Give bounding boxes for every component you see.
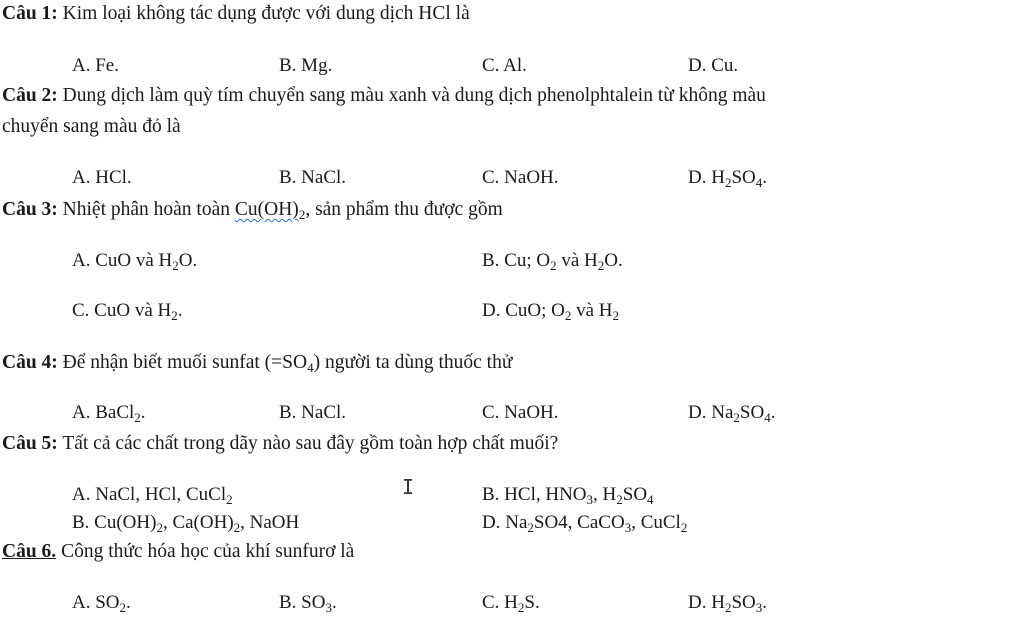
q6-option-c-part: S. xyxy=(524,592,540,613)
q3-option-d-sub: 2 xyxy=(612,308,620,323)
question-2 xyxy=(2,85,766,107)
q6-option-b-part: . xyxy=(331,592,337,613)
question-4-text: ) người ta dùng thuốc thử xyxy=(313,352,513,373)
q3-option-b-sub: 2 xyxy=(597,258,605,273)
question-3-label: Câu 3: xyxy=(2,199,58,220)
question-2-label: Câu 2: xyxy=(2,85,58,106)
q2-option-a: A. HCl. xyxy=(72,167,132,188)
q3-option-d xyxy=(482,300,619,322)
q5-option-d-part: SO4, CaCO xyxy=(533,512,625,533)
q6-option-d-sub: 2 xyxy=(724,600,732,615)
question-3-formula: Cu(OH) xyxy=(234,199,299,220)
question-3 xyxy=(2,199,503,221)
q5-option-d-sub: 2 xyxy=(680,520,688,535)
q1-option-d: D. Cu. xyxy=(688,55,739,76)
q6-option-a-part: . xyxy=(126,592,131,613)
q2-option-b: B. NaCl. xyxy=(279,167,347,188)
q5-option-b-part: , H xyxy=(593,484,617,505)
question-6 xyxy=(2,541,354,563)
q5-option-b xyxy=(482,484,654,506)
q4-option-c: C. NaOH. xyxy=(482,402,559,423)
q6-option-b-sub: 3 xyxy=(325,600,332,615)
q3-option-d-part: D. CuO; O xyxy=(482,300,565,321)
q3-option-b-part: B. Cu; O xyxy=(482,250,551,271)
q1-option-a: A. Fe. xyxy=(72,55,119,76)
q3-option-c-part: C. CuO và H xyxy=(72,300,172,321)
q4-option-d-part: . xyxy=(770,402,776,423)
q3-option-a xyxy=(72,250,197,272)
q3-option-c-sub: 2 xyxy=(171,308,178,323)
q6-option-c-part: C. H xyxy=(482,592,518,613)
q6-option-d-part: SO xyxy=(731,592,756,613)
q6-option-b xyxy=(279,592,337,614)
q5-option-d xyxy=(482,512,687,534)
q5-option-a-sub: 2 xyxy=(226,492,233,507)
question-3-formula-sub: 2 xyxy=(298,207,306,222)
q6-option-d-sub: 3 xyxy=(755,600,763,615)
q2-option-d-sub: 2 xyxy=(724,175,732,190)
q4-option-a xyxy=(72,402,146,424)
text-cursor-icon: I xyxy=(402,475,415,499)
question-1-text: Kim loại không tác dụng được với dung dịch HCl là xyxy=(57,3,470,24)
q3-option-a-part: A. CuO và H xyxy=(72,250,173,271)
question-4-text: Để nhận biết muối sunfat (=SO xyxy=(57,352,308,373)
q5-option-b-sub: 2 xyxy=(616,492,623,507)
q3-option-d-part: và H xyxy=(571,300,613,321)
q2-option-c: C. NaOH. xyxy=(482,167,559,188)
question-4-label: Câu 4: xyxy=(2,352,58,373)
q3-option-d-sub: 2 xyxy=(564,308,572,323)
q4-option-d-part: SO xyxy=(739,402,765,423)
q4-option-d-sub: 2 xyxy=(733,410,740,425)
q4-option-b: B. NaCl. xyxy=(279,402,347,423)
q1-option-b: B. Mg. xyxy=(279,55,333,76)
q3-option-a-sub: 2 xyxy=(172,258,179,273)
q5-option-d-sub: 3 xyxy=(624,520,632,535)
q5-option-c-sub: 2 xyxy=(156,520,163,535)
q2-option-d-part: . xyxy=(762,167,767,188)
question-1 xyxy=(2,3,470,25)
question-2-text-line1: Dung dịch làm quỳ tím chuyển sang màu xanh và dung dịch phenolphtalein từ không màu xyxy=(57,85,766,106)
question-5-label: Câu 5: xyxy=(2,433,58,454)
q4-option-d-sub: 4 xyxy=(764,410,771,425)
q5-option-d-sub: 2 xyxy=(527,520,534,535)
q5-option-b-part: B. HCl, HNO xyxy=(482,484,587,505)
q5-option-c-sub: 2 xyxy=(233,520,241,535)
q3-option-c-part: . xyxy=(177,300,183,321)
q4-option-a-part: A. BaCl xyxy=(72,402,135,423)
q6-option-d xyxy=(688,592,767,614)
q3-option-b-part: O. xyxy=(604,250,623,271)
question-6-label: Câu 6. xyxy=(2,541,57,562)
question-5 xyxy=(2,433,558,455)
q5-option-a xyxy=(72,484,233,506)
q5-option-b-sub: 3 xyxy=(586,492,594,507)
q6-option-a-sub: 2 xyxy=(119,600,127,615)
q5-option-c-part: , NaOH xyxy=(240,512,300,533)
q4-option-a-sub: 2 xyxy=(134,410,141,425)
q4-option-d-part: D. Na xyxy=(688,402,734,423)
q3-option-b-part: và H xyxy=(556,250,598,271)
q3-option-a-part: O. xyxy=(178,250,198,271)
q4-option-d xyxy=(688,402,775,424)
q2-option-d-part: SO xyxy=(731,167,756,188)
q5-option-c-part: , Ca(OH) xyxy=(162,512,234,533)
q5-option-a-part: A. NaCl, HCl, CuCl xyxy=(72,484,227,505)
question-6-text: Công thức hóa học của khí sunfurơ là xyxy=(56,541,355,562)
q6-option-d-part: D. H xyxy=(688,592,725,613)
q5-option-b-part: SO xyxy=(622,484,648,505)
question-3-text: Nhiệt phân hoàn toàn xyxy=(57,199,235,220)
q5-option-c-part: B. Cu(OH) xyxy=(72,512,157,533)
q3-option-b xyxy=(482,250,623,272)
question-1-label: Câu 1: xyxy=(2,3,58,24)
q1-option-c: C. Al. xyxy=(482,55,527,76)
q3-option-b-sub: 2 xyxy=(550,258,557,273)
q5-option-d-part: , CuCl xyxy=(631,512,681,533)
question-4-text-sub: 4 xyxy=(307,360,314,375)
q6-option-a-part: A. SO xyxy=(72,592,120,613)
question-3-text: , sản phẩm thu được gồm xyxy=(305,199,503,220)
q5-option-c xyxy=(72,512,299,534)
q5-option-d-part: D. Na xyxy=(482,512,528,533)
q6-option-a xyxy=(72,592,131,614)
q6-option-c-sub: 2 xyxy=(517,600,525,615)
question-4 xyxy=(2,352,512,374)
q3-option-c xyxy=(72,300,182,322)
q4-option-a-part: . xyxy=(140,402,146,423)
question-2-text-line2: chuyển sang màu đỏ là xyxy=(2,116,181,137)
question-5-text: Tất cả các chất trong dãy nào sau đây gồm toàn hợp chất muối? xyxy=(57,433,559,454)
q5-option-b-sub: 4 xyxy=(647,492,654,507)
q6-option-d-part: . xyxy=(762,592,767,613)
q6-option-c xyxy=(482,592,540,614)
q2-option-d-part: D. H xyxy=(688,167,725,188)
q2-option-d xyxy=(688,167,767,189)
q2-option-d-sub: 4 xyxy=(755,175,763,190)
q6-option-b-part: B. SO xyxy=(279,592,326,613)
